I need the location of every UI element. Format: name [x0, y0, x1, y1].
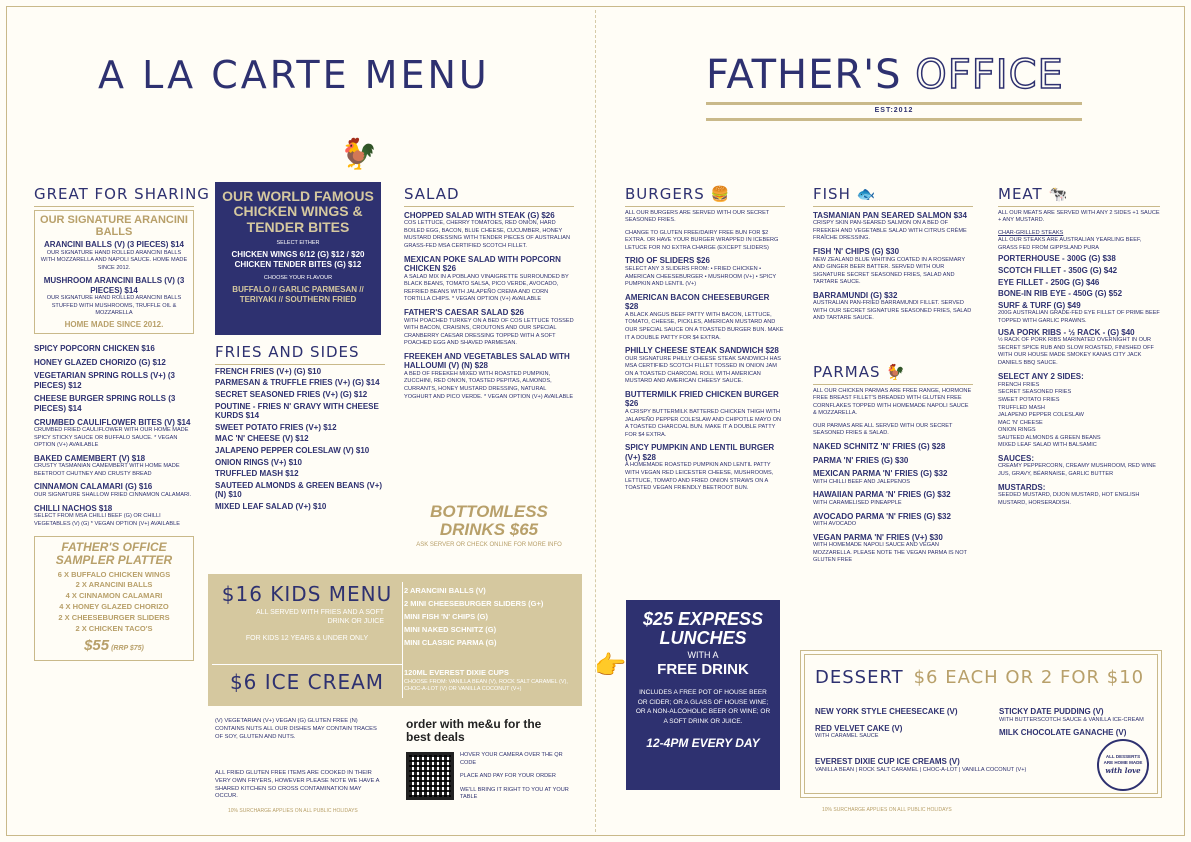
sharing-item-desc: SELECT FROM MSA CHILLI BEEF (G) OR CHILLI VEGETABLES (V) (G) * VEGAN OPTION (V+) AVAILABLE [34, 513, 180, 527]
wings-box [215, 182, 381, 335]
sharing-item-desc: CRUSTY TASMANIAN CAMEMBERT WITH HOME MADE BEETROOT CHUTNEY AND CRUSTY BREAD [34, 463, 180, 477]
meat-section [998, 185, 1160, 507]
express-with: WITH A [687, 649, 719, 660]
side-item: SECRET SEASONED FRIES [998, 389, 1072, 396]
meat-intro: ALL OUR MEATS ARE SERVED WITH ANY 2 SIDES +1 SAUCE + ANY MUSTARD. [998, 209, 1160, 224]
sharing-item-desc: OUR SIGNATURE SHALLOW FRIED CINNAMON CALAMARI. [34, 492, 192, 499]
dessert-box [800, 650, 1162, 798]
sampler-lines [39, 570, 189, 635]
stamp-mid-text: with love [1105, 766, 1141, 776]
kids-item: MINI CLASSIC PARMA (G) [404, 638, 497, 647]
ice-cream-title: $6 ICE CREAM [229, 670, 385, 694]
sharing-item: CHEESE BURGER SPRING ROLLS (3 PIECES) $14 [34, 394, 176, 413]
dixie-desc: VANILLA BEAN | ROCK SALT CARAMEL | CHOC-A-LOT | VANILLA COCONUT (V+) [815, 766, 1027, 773]
fish-item-desc: NEW ZEALAND BLUE WHITING COATED IN A ROSEMARY AND GINGER BEER BATTER. SERVED WITH OUR SIGNATURE SECRET SEASONED FRIES, SALAD AND TARTARE SAUCE. [813, 256, 965, 286]
surcharge-note: 10% SURCHARGE APPLIES ON ALL PUBLIC HOLIDAYS [228, 808, 358, 814]
sharing-item: CHILLI NACHOS $18 [34, 503, 113, 513]
fries-item: ONION RINGS (V+) $10 [215, 457, 302, 467]
meat-item: SCOTCH FILLET - 350G (G) $42 [998, 266, 1118, 276]
express-box [626, 600, 780, 790]
express-free-drink: FREE DRINK [657, 661, 749, 679]
arancini-footer: HOME MADE SINCE 2012. [64, 320, 164, 329]
sampler-line: 2 X CHICKEN TACO'S [75, 623, 153, 633]
side-item: TRUFFLED MASH [998, 404, 1045, 411]
wings-flavours: BUFFALO // GARLIC PARMESAN // TERIYAKI // SOUTHERN FRIED [232, 284, 364, 304]
fries-item: SAUTEED ALMONDS & GREEN BEANS (V+) (N) $10 [215, 480, 383, 500]
parma-item: NAKED SCHNITZ 'N' FRIES (G) $28 [813, 442, 946, 452]
dessert-item-1: STICKY DATE PUDDING (V) [999, 707, 1104, 716]
est-label: EST:2012 [874, 107, 914, 114]
fish-item-desc: CRISPY SKIN PAN-SEARED SALMON ON A BED OF FREEKEH AND VEGETABLE SALAD WITH CITRUS CRÈME FRAÎCHE DRESSING. [813, 220, 967, 242]
parma-item-desc: WITH CARAMELISED PINEAPPLE [813, 499, 902, 506]
menu-title: A LA CARTE MENU [98, 53, 490, 97]
dixie-title: EVEREST DIXIE CUP ICE CREAMS (V) [815, 757, 960, 766]
salad-item-desc: A BED OF FREEKEH MIXED WITH ROASTED PUMPKIN, ZUCCHINI, RED ONION, TOASTED PEPITAS, ALMONDS, CURRANTS, HONEY MUSTARD DRESSING, NATURAL YOGHURT AND PICO VERDE. * VEGAN OPTION (V+) AVAILABLE [404, 370, 574, 400]
wings-select-label: SELECT EITHER [276, 240, 320, 247]
salad-item-desc: WITH POACHED TURKEY ON A BED OF COS LETTUCE TOSSED WITH BACON, CRAISINS, CROUTONS AND OUR SPECIAL CRANBERRY CAESAR DRESSING TOPPED WITH A SOFT POACHED EGG AND SHAVED PARMESAN. [404, 317, 574, 347]
dessert-item-0: NEW YORK STYLE CHEESECAKE (V) [815, 707, 958, 716]
sampler-box [34, 536, 194, 660]
fathers-office-logo [706, 50, 1082, 123]
side-item: MAC 'N' CHEESE [998, 419, 1043, 426]
fish-item: TASMANIAN PAN SEARED SALMON $34 [813, 210, 967, 220]
side-item: SWEET POTATO FRIES [998, 397, 1060, 404]
express-desc: INCLUDES A FREE POT OF HOUSE BEER OR CIDER; OR A GLASS OF HOUSE WINE; OR A NON-ALCOHOLIC BEER OR WINE; OR A SOFT DRINK OR JUICE. [635, 688, 771, 726]
salad-item-desc: COS LETTUCE, CHERRY TOMATOES, RED ONION, HARD BOILED EGG, BACON, BLUE CHEESE, CUCUMBER, HONEY MUSTARD DRESSING WITH TENDER PIECES OF AUSTRALIAN GRASS-FED MSA CERTIFIED SCOTCH FILLET. [404, 220, 571, 249]
meat-item: EYE FILLET - 250G (G) $46 [998, 277, 1100, 287]
burger-item: PHILLY CHEESE STEAK SANDWICH $28 [625, 346, 779, 356]
sampler-line: 6 X BUFFALO CHICKEN WINGS [57, 569, 171, 579]
fish-heading: FISH 🐟 [813, 185, 877, 203]
burger-icon: 🍔 [710, 185, 731, 203]
sauces-title: SAUCES: [998, 453, 1035, 463]
chicken-icon-small: 🐓 [886, 363, 906, 381]
dessert-item-2: RED VELVET CAKE (V) [815, 723, 903, 733]
sharing-list [34, 344, 194, 528]
fries-item: JALAPENO PEPPER COLESLAW (V) $10 [215, 445, 370, 455]
fries-item: TRUFFLED MASH $12 [215, 469, 299, 479]
kids-item: MINI FISH 'N' CHIPS (G) [404, 612, 488, 621]
salad-section [404, 185, 574, 401]
sharing-item: HONEY GLAZED CHORIZO (G) $12 [34, 357, 166, 367]
logo-main-text: FATHER'S [706, 52, 902, 98]
parma-item: MEXICAN PARMA 'N' FRIES (G) $32 [813, 469, 948, 479]
arancini-item: ARANCINI BALLS (V) (3 PIECES) $14 [43, 239, 185, 249]
steaks-desc: ALL OUR STEAKS ARE AUSTRALIAN YEARLING BEEF, GRASS FED FROM GIPPSLAND PURA [998, 237, 1142, 251]
meat-item-desc: ½ RACK OF PORK RIBS MARINATED OVERNIGHT IN OUR SECRET SPICE RUB AND SLOW ROASTED, FINISHED OFF WITH OUR HOUSE MADE SMOKEY KANAS CITY JACK DANIELS BBQ SAUCE. [998, 337, 1154, 366]
fries-list [215, 367, 385, 512]
sampler-price: $55 [84, 636, 110, 654]
kids-title: $16 KIDS MENU [221, 582, 393, 606]
parmas-intro-1: ALL OUR CHICKEN PARMAS ARE FREE RANGE, HORMONE FREE BREAST FILLET'S BREADED WITH GLUTEN FREE CORNFLAKES TOPPED WITH HOMEMADE NAPOLI SAUCE & MOZZARELLA. [813, 387, 972, 417]
bottomless-title: BOTTOMLESS DRINKS $65 [430, 502, 548, 539]
arancini-desc: OUR SIGNATURE HAND ROLLED ARANCINI BALLS WITH MOZZARELLA AND NAPOLI SAUCE. HOME MADE SINCE 2012. [40, 249, 188, 271]
fish-list [813, 211, 973, 323]
sampler-line: 2 X CHEESEBURGER SLIDERS [58, 613, 170, 622]
burgers-section [625, 185, 785, 493]
parmas-heading: PARMAS 🐓 [813, 363, 906, 381]
burger-item: TRIO OF SLIDERS $26 [625, 256, 710, 266]
fish-item-desc: AUSTRALIAN PAN-FRIED BARRAMUNDI FILLET. SERVED WITH OUR SECRET SIGNATURE SEASONED FRIES, SALAD AND TARTARE SAUCE. [813, 300, 972, 322]
wings-line-2: CHICKEN TENDER BITES (G) $12 [234, 260, 362, 270]
order-title: order with me&u for the best deals [406, 717, 542, 745]
surcharge-note-2: 10% SURCHARGE APPLIES ON ALL PUBLIC HOLIDAYS [822, 807, 952, 813]
meat-heading: MEAT 🐄 [998, 185, 1069, 203]
parma-item: AVOCADO PARMA 'N' FRIES (G) $32 [813, 511, 951, 521]
sharing-item: BAKED CAMEMBERT (V) $18 [34, 453, 146, 463]
sharing-section [34, 185, 210, 661]
wings-line-1: CHICKEN WINGS 6/12 (G) $12 / $20 [231, 250, 365, 260]
stamp-top-text: ALL DESSERTS ARE HOME MADE [1103, 754, 1143, 765]
meat-list [998, 254, 1160, 367]
fish-section [813, 185, 973, 323]
dessert-price: $6 EACH OR 2 FOR $10 [913, 667, 1145, 688]
fish-icon: 🐟 [856, 185, 877, 203]
fries-heading: FRIES AND SIDES [215, 343, 360, 361]
kids-age: FOR KIDS 12 YEARS & UNDER ONLY [245, 634, 369, 642]
fish-item: BARRAMUNDI (G) $32 [813, 290, 898, 300]
meat-item-desc: 200G AUSTRALIAN GRADE-FED EYE FILLET OF PRIME BEEF TOPPED WITH GARLIC PRAWNS. [998, 310, 1160, 324]
pointing-hand-icon: 👉 [594, 650, 627, 680]
parmas-intro-2: OUR PARMAS ARE ALL SERVED WITH OUR SECRET SEASONED FRIES & SALAD. [813, 422, 953, 437]
homemade-stamp [1097, 739, 1149, 791]
fries-item: POUTINE - FRIES N' GRAVY WITH CHEESE KURDS $14 [215, 401, 379, 421]
fries-item: FRENCH FRIES (V+) (G) $10 [215, 366, 322, 376]
kids-item: MINI NAKED SCHNITZ (G) [404, 625, 497, 634]
mustards-title: MUSTARDS: [998, 482, 1046, 492]
dessert-col-2 [999, 703, 1159, 738]
burger-item-desc: A HOMEMADE ROASTED PUMPKIN AND LENTIL PATTY WITH VEGAN RED LEICESTER CHEESE, MUSHROOMS, LETTUCE, TOMATO AND FRIED ONION STRAWS ON A TOASTED VEGAN FRIENDLY BEETROOT BUN. [625, 462, 774, 492]
sharing-item: CINNAMON CALAMARI (G) $16 [34, 482, 153, 492]
fries-item: PARMESAN & TRUFFLE FRIES (V+) (G) $14 [215, 378, 380, 388]
sharing-heading: GREAT FOR SHARING [34, 185, 210, 203]
fries-item: MAC 'N' CHEESE (V) $12 [215, 434, 309, 444]
order-steps [460, 752, 580, 802]
dessert-item-3: MILK CHOCOLATE GANACHE (V) [999, 728, 1127, 738]
mustards-list: SEEDED MUSTARD, DIJON MUSTARD, HOT ENGLISH MUSTARD, HORSERADISH. [998, 492, 1140, 506]
burger-item: BUTTERMILK FRIED CHICKEN BURGER $26 [625, 389, 779, 409]
salad-item: FATHER'S CAESAR SALAD $26 [404, 307, 524, 317]
bottomless-note: ASK SERVER OR CHECK ONLINE FOR MORE INFO [416, 541, 562, 548]
sides-list [998, 382, 1160, 450]
sharing-item: VEGETARIAN SPRING ROLLS (V+) (3 PIECES) $12 [34, 371, 175, 390]
logo-outline-text: OFFICE [915, 52, 1064, 98]
burgers-intro-1: ALL OUR BURGERS ARE SERVED WITH OUR SECRET SEASONED FRIES. [625, 209, 770, 224]
burgers-heading: BURGERS 🍔 [625, 185, 731, 203]
parma-item: VEGAN PARMA 'N' FRIES (V+) $30 [813, 532, 943, 542]
kids-box [208, 574, 582, 706]
fries-item: SWEET POTATO FRIES (V+) $12 [215, 422, 337, 432]
kids-left [214, 582, 400, 643]
parmas-section [813, 363, 973, 565]
sampler-line: 4 X HONEY GLAZED CHORIZO [59, 602, 169, 612]
side-item: ONION RINGS [998, 427, 1036, 434]
arancini-box [34, 210, 194, 334]
page-fold-line [595, 10, 596, 832]
fries-section [215, 343, 385, 511]
wings-choose-label: CHOOSE YOUR FLAVOUR [263, 275, 333, 282]
parma-item: PARMA 'N' FRIES (G) $30 [813, 455, 909, 465]
sharing-item: CRUMBED CAULIFLOWER BITES (V) $14 [34, 417, 191, 427]
side-item: MIXED LEAF SALAD WITH BALSAMIC [998, 442, 1097, 449]
salad-heading: SALAD [404, 185, 460, 203]
salad-item-desc: A SALAD MIX IN A POBLANO VINAIGRETTE SURROUNDED BY BLACK BEANS, TOMATO SALSA, PICO VERDE, AVOCADO, REFRIED BEANS WITH JALAPEÑO CREMA AND CORN TORTILLA CHIPS. * VEGAN OPTION (V+) AVAILABLE [404, 273, 569, 303]
burger-item-desc: A CRISPY BUTTERMILK BATTERED CHICKEN THIGH WITH JALAPEÑO PEPPER COLESLAW AND CHIPOTLE MAYO ON A TOASTED CHARCOAL BUN. MAKE IT A DOUBLE PATTY FOR $4 EXTRA. [625, 409, 782, 438]
burger-item-desc: SELECT ANY 3 SLIDERS FROM: • FRIED CHICKEN • AMERICAN CHEESEBURGER • MUSHROOM (V+) • SPICY PUMPKIN AND LENTIL (V+) [625, 266, 776, 288]
fries-item: MIXED LEAF SALAD (V+) $10 [215, 501, 327, 511]
burgers-intro-2: CHANGE TO GLUTEN FREE/DAIRY FREE BUN FOR $2 EXTRA. OR HAVE YOUR BURGER WRAPPED IN ICEBERG LETUCE FOR NO EXTRA CHARGE (EXCEPT SLIDERS) [625, 229, 779, 251]
dessert-desc-2: WITH CARAMEL SAUCE [815, 733, 879, 740]
kids-list [404, 582, 576, 647]
arancini-title: OUR SIGNATURE ARANCINI BALLS [40, 213, 188, 238]
parma-item-desc: WITH HOMEMADE NAPOLI SAUCE AND VEGAN MOZZARELLA. PLEASE NOTE THE VEGAN PARMA IS NOT GLUTEN FREE [813, 542, 967, 564]
kids-item: 2 ARANCINI BALLS (V) [404, 586, 486, 595]
sampler-line: 2 X ARANCINI BALLS [75, 580, 153, 590]
fries-item: SECRET SEASONED FRIES (V+) (G) $12 [215, 389, 368, 399]
meat-item: BONE-IN RIB EYE - 450G (G) $52 [998, 289, 1123, 299]
sharing-item: SPICY POPCORN CHICKEN $16 [34, 344, 155, 353]
wings-title: OUR WORLD FAMOUS CHICKEN WINGS & TENDER BITES [222, 188, 374, 235]
order-step-2: PLACE AND PAY FOR YOUR ORDER [460, 773, 556, 780]
sampler-line: 4 X CINNAMON CALAMARI [65, 591, 163, 601]
kids-sub: ALL SERVED WITH FRIES AND A SOFT DRINK OR JUICE [256, 609, 384, 625]
mushroom-arancini-item: MUSHROOM ARANCINI BALLS (V) (3 PIECES) $14 [43, 276, 185, 295]
sharing-item-desc: CRUMBED FRIED CAULIFLOWER WITH OUR HOME MADE SPICY STICKY SAUCE OR BUFFALO SAUCE. * VEGAN OPTION (V+) AVAILABLE [34, 427, 189, 449]
burger-item: AMERICAN BACON CHEESEBURGER $28 [625, 292, 770, 312]
qr-code[interactable] [406, 752, 454, 800]
salad-item: FREEKEH AND VEGETABLES SALAD WITH HALLOUMI (V) (N) $28 [404, 351, 570, 371]
parma-item-desc: WITH CHILLI BEEF AND JALEPENOS [813, 478, 910, 485]
parmas-list [813, 442, 973, 565]
side-item: FRENCH FRIES [998, 381, 1040, 388]
bottomless-block [404, 503, 574, 549]
ice-cream-desc: CHOOSE FROM: VANILLA BEAN (V), ROCK SALT CARAMEL (V), CHOC-A-LOT (V) OR VANILLA COCONUT (V+) [404, 679, 568, 693]
dessert-desc-1: WITH BUTTERSCOTCH SAUCE & VANILLA ICE-CREAM [999, 716, 1144, 723]
dixie-block [815, 753, 1075, 774]
meat-item: USA PORK RIBS - ½ RACK - (G) $40 [998, 327, 1135, 337]
ice-cream-info [404, 668, 576, 693]
burgers-list [625, 256, 785, 492]
side-item: SAUTEED ALMONDS & GREEN BEANS [998, 434, 1101, 441]
parma-item-desc: WITH AVOCADO [813, 521, 857, 528]
express-time: 12-4PM EVERY DAY [646, 735, 760, 750]
sides-title: SELECT ANY 2 SIDES: [998, 372, 1084, 382]
kids-item: 2 MINI CHEESEBURGER SLIDERS (G+) [404, 599, 544, 608]
fried-note: ALL FRIED GLUTEN FREE ITEMS ARE COOKED IN THEIR VERY OWN FRYERS, HOWEVER PLEASE NOTE WE HAVE A SHARED KITCHEN SO CROSS CONTAMINATION MAY OCCUR. [215, 770, 380, 800]
steaks-label: CHAR-GRILLED STEAKS [998, 229, 1064, 236]
dietary-legend: (V) VEGETARIAN (V+) VEGAN (G) GLUTEN FREE (N) CONTAINS NUTS ALL OUR DISHES MAY CONTAIN TRACES OF SOY, GLUTEN AND NUTS. [215, 718, 377, 740]
dessert-title: DESSERT [815, 667, 904, 688]
salad-item: MEXICAN POKE SALAD WITH POPCORN CHICKEN $26 [404, 254, 561, 274]
salad-item: CHOPPED SALAD WITH STEAK (G) $26 [404, 210, 555, 220]
chicken-icon: 🐓 [340, 138, 378, 171]
parma-item: HAWAIIAN PARMA 'N' FRIES (G) $32 [813, 490, 951, 500]
meat-item: SURF & TURF (G) $49 [998, 300, 1081, 310]
burger-item: SPICY PUMPKIN AND LENTIL BURGER (V+) $28 [625, 443, 775, 462]
meat-item: PORTERHOUSE - 300G (G) $38 [998, 254, 1116, 264]
salad-list [404, 211, 574, 401]
side-item: JALAPENO PEPPER COLESLAW [998, 412, 1084, 419]
sauces-list: CREAMY PEPPERCORN, CREAMY MUSHROOM, RED WINE JUS, GRAVY, BÉARNAISE, GARLIC BUTTER [998, 463, 1156, 477]
order-step-3: WE'LL BRING IT RIGHT TO YOU AT YOUR TABLE [460, 786, 569, 801]
express-title: $25 EXPRESS LUNCHES [642, 609, 764, 648]
burger-item-desc: A BLACK ANGUS BEEF PATTY WITH BACON, LETTUCE, TOMATO, CHEESE, PICKLES, AMERICAN MUSTARD AND OUR SPECIAL SAUCE ON A TOASTED BURGER BUN. MAKE IT A DOUBLE PATTY FOR $4 EXTRA. [625, 311, 784, 341]
ice-cream-line: 120ML EVEREST DIXIE CUPS [404, 668, 509, 677]
burger-item-desc: OUR SIGNATURE PHILLY CHEESE STEAK SANDWICH HAS MSA CERTIFIED SCOTCH FILLET TOSSED IN ONION JAM ON A TOASTED CHARCOAL ROLL WITH AMERICAN MUSTARD AND AMERICAN CHEESY SAUCE. [625, 355, 782, 385]
cow-icon: 🐄 [1048, 185, 1069, 203]
sampler-title: FATHER'S OFFICE SAMPLER PLATTER [55, 540, 173, 567]
order-step-1: HOVER YOUR CAMERA OVER THE QR CODE [460, 752, 563, 766]
dessert-heading [815, 667, 1144, 690]
mushroom-arancini-desc: OUR SIGNATURE HAND ROLLED ARANCINI BALLS STUFFED WITH MUSHROOMS, TRUFFLE OIL & MOZZARELLA [46, 295, 182, 317]
fish-item: FISH 'N' CHIPS (G) $30 [813, 246, 900, 256]
sampler-rrp: (RRP $75) [111, 644, 144, 652]
dessert-col-1 [815, 703, 985, 741]
